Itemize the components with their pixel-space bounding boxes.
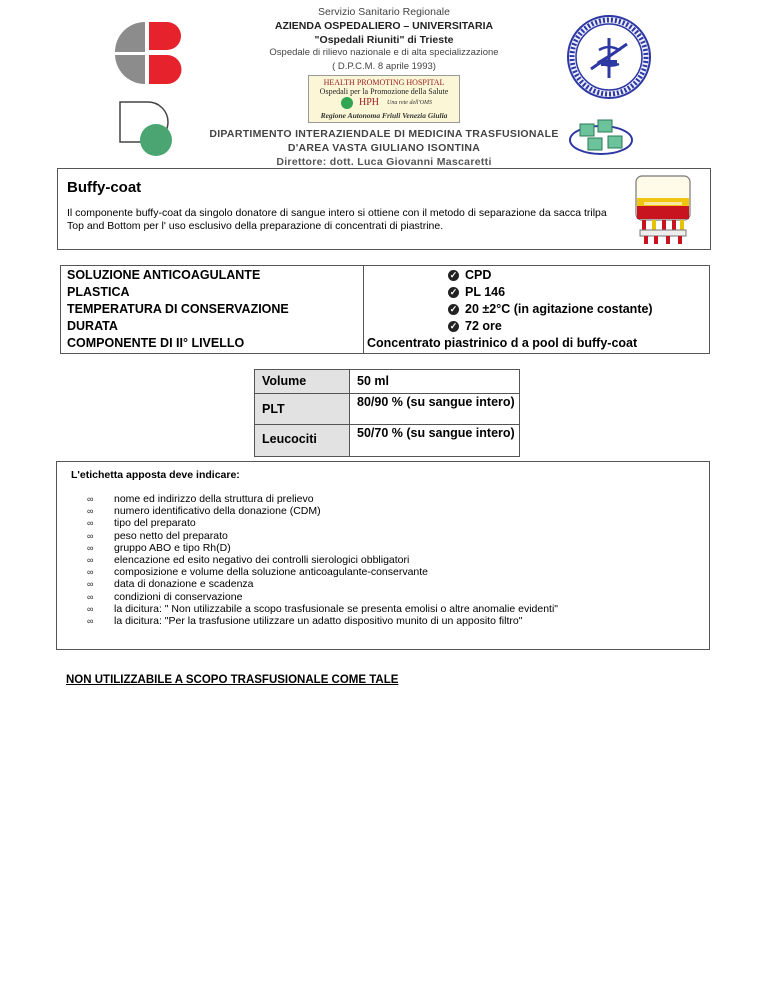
list-item: ∞ tipo del preparato [87,517,196,530]
spec-value-anticoagulant: ✓ CPD [449,268,492,282]
logo-gray-bottom [115,55,145,84]
spec-label-anticoagulant: SOLUZIONE ANTICOAGULANTE [67,268,261,282]
spec-label-component: COMPONENTE DI II° LIVELLO [67,336,245,350]
logo-red-bottom [149,55,181,84]
list-item: ∞ data di donazione e scadenza [87,578,254,591]
department-line-2: D'AREA VASTA GIULIANO ISONTINA [287,142,481,154]
list-item: ∞ condizioni di conservazione [87,590,243,603]
list-item: ∞ la dicitura: " Non utilizzabile a scopo trasfusionale se presenta emolisi o altre anomalie evidenti" [87,602,559,615]
infinity-bullet-icon: ∞ [87,579,94,590]
department-director: Direttore: dott. Luca Giovanni Mascaretti [276,156,492,168]
row-divider [255,424,519,425]
label-requirements-list [57,493,558,627]
hph-logo [308,75,460,123]
list-item: ∞ peso netto del preparato [87,529,228,542]
composition-label-plt: PLT [262,402,285,416]
hph-subtitle: Ospedali per la Promozione della Salute [319,87,449,96]
university-seal-icon [566,14,652,100]
product-title: Buffy-coat [67,179,142,196]
hph-region: Regione Autonoma Friuli Venezia Giulia [320,111,448,120]
specs-table [60,265,710,354]
infinity-bullet-icon: ∞ [87,518,94,529]
spec-label-duration: DURATA [67,319,118,333]
composition-label-volume: Volume [262,374,307,388]
composition-value-leucociti: 50/70 % (su sangue intero) [357,426,515,440]
infinity-bullet-icon: ∞ [87,615,94,626]
hph-title: HEALTH PROMOTING HOSPITAL [323,78,445,87]
check-bullet-icon: ✓ [449,304,458,315]
composition-table [254,369,520,457]
hospital-logo [112,18,182,88]
header-line-1: Servizio Sanitario Regionale [318,6,450,18]
composition-value-plt: 80/90 % (su sangue intero) [357,395,515,409]
blood-bag-icon [632,174,694,246]
list-item: ∞ composizione e volume della soluzione anticoagulante-conservante [87,566,429,579]
logo-red-top [149,22,181,50]
header-line-3: "Ospedali Riuniti" di Trieste [314,34,454,46]
infinity-bullet-icon: ∞ [87,530,94,541]
check-bullet-icon: ✓ [449,270,458,281]
composition-label-leucociti: Leucociti [262,432,317,446]
infinity-bullet-icon: ∞ [87,542,94,553]
header-line-4: Ospedale di rilievo nazionale e di alta specializzazione [269,47,499,58]
department-line-1: DIPARTIMENTO INTERAZIENDALE DI MEDICINA TRASFUSIONALE [209,128,559,140]
infinity-bullet-icon: ∞ [87,567,94,578]
infinity-bullet-icon: ∞ [87,603,94,614]
label-requirements-title: L'etichetta apposta deve indicare: [71,469,240,481]
spec-value-component: Concentrato piastrinico d a pool di buffy-coat [367,336,638,350]
network-tiles-icon [568,118,634,158]
hph-green-dot-icon [341,97,353,109]
spec-value-temperature: ✓ 20 ±2°C (in agitazione costante) [449,302,653,316]
label-requirements-box [56,461,710,650]
list-item: ∞ numero identificativo della donazione (CDM) [87,505,321,518]
product-description: Il componente buffy-coat da singolo donatore di sangue intero si ottiene con il metodo di separazione da sacca trilpa Top and Bottom per l' uso esclusivo della preparazione di concentrati di piastrine. [67,207,607,232]
check-bullet-icon: ✓ [449,321,458,332]
product-description-box [57,168,711,250]
list-item: ∞ gruppo ABO e tipo Rh(D) [87,541,231,554]
hph-network: Una rete dell'OMS [387,100,433,106]
department-logo [118,100,178,158]
spec-label-plastic: PLASTICA [67,285,130,299]
list-item: ∞ elencazione ed esito negativo dei controlli sierologici obbligatori [87,553,410,566]
hph-badge: HPH [359,97,380,108]
spec-label-temperature: TEMPERATURA DI CONSERVAZIONE [67,302,289,316]
specs-divider [363,266,364,353]
not-for-transfusion-warning: NON UTILIZZABILE A SCOPO TRASFUSIONALE COME TALE [66,674,399,686]
infinity-bullet-icon: ∞ [87,494,94,504]
header-line-5: ( D.P.C.M. 8 aprile 1993) [332,61,436,72]
spec-value-duration: ✓ 72 ore [449,319,502,333]
row-divider [255,393,519,394]
infinity-bullet-icon: ∞ [87,591,94,602]
composition-value-volume: 50 ml [357,374,389,388]
logo-gray-top [115,22,145,52]
list-item: ∞ la dicitura: "Per la trasfusione utilizzare un adatto dispositivo munito di un apposito filtro" [87,614,523,627]
check-bullet-icon: ✓ [449,287,458,298]
infinity-bullet-icon: ∞ [87,554,94,565]
list-item: ∞ nome ed indirizzo della struttura di prelievo [87,493,314,505]
header-line-2: AZIENDA OSPEDALIERO – UNIVERSITARIA [274,20,494,32]
infinity-bullet-icon: ∞ [87,506,94,517]
spec-value-plastic: ✓ PL 146 [449,285,506,299]
